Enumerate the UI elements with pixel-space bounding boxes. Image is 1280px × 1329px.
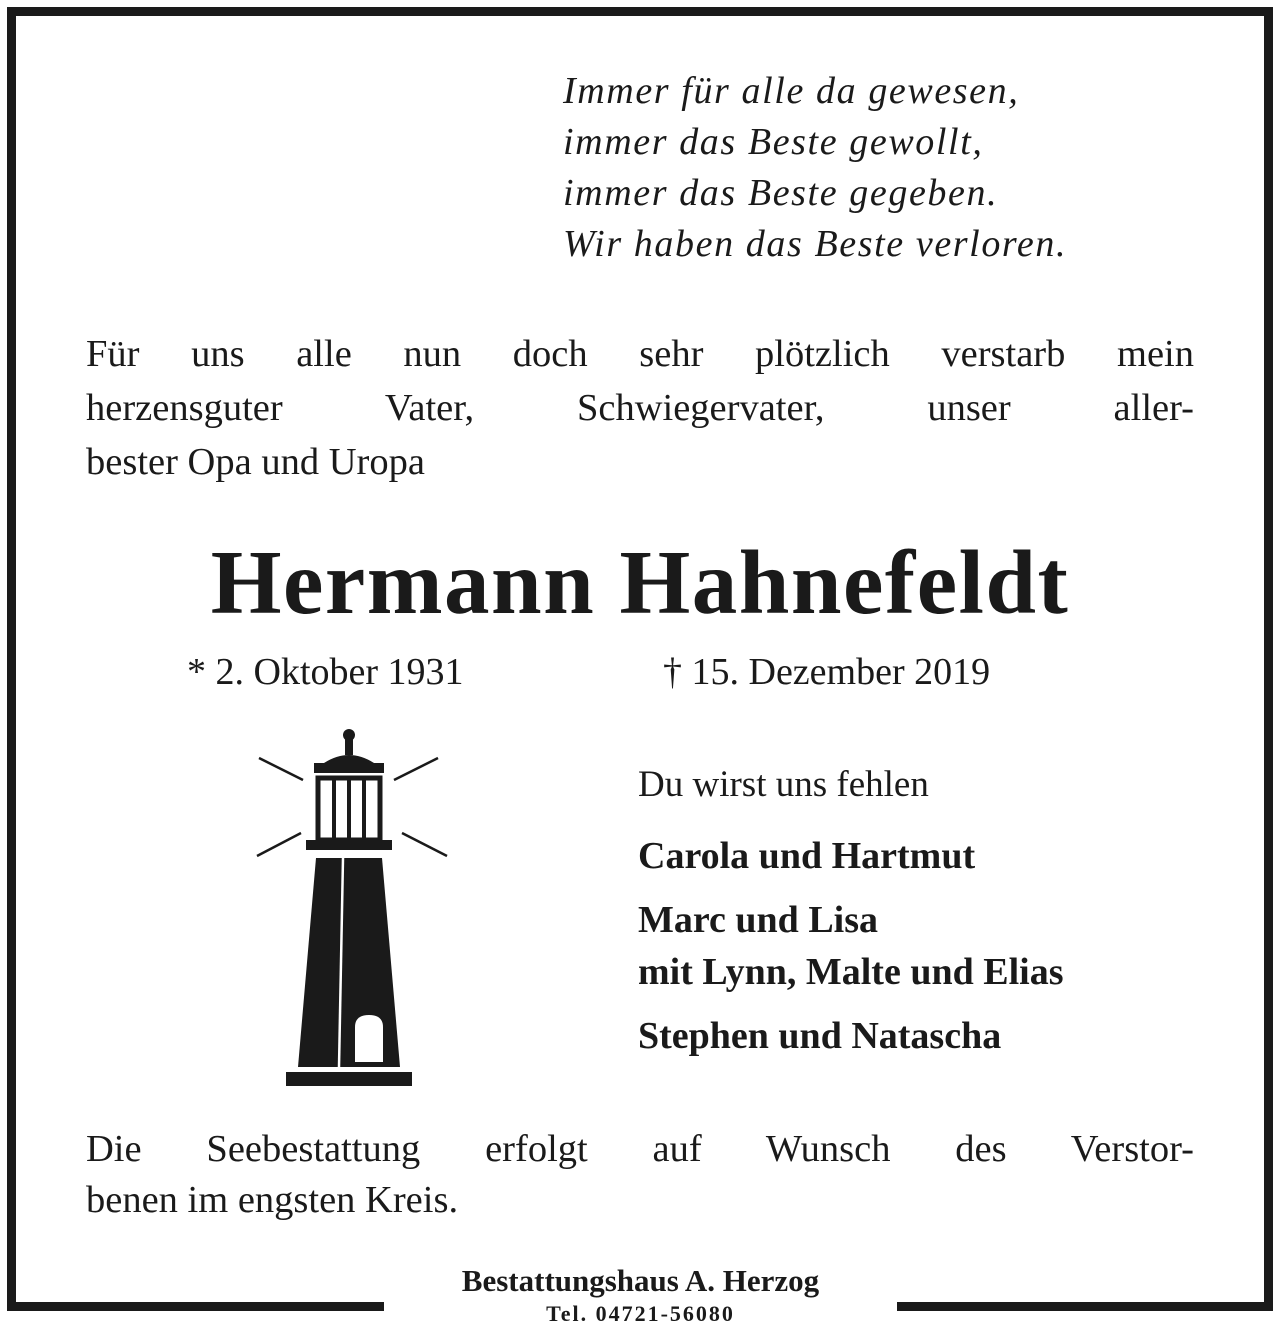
burial-line: Die Seebestattung erfolgt auf Wunsch des Verstor- bbox=[86, 1128, 1194, 1170]
mourner-name: mit Lynn, Malte und Elias bbox=[638, 951, 1064, 993]
poem-line: Immer für alle da gewesen, bbox=[563, 70, 1020, 112]
poem bbox=[563, 66, 1067, 270]
undertaker-name: Bestattungshaus A. Herzog bbox=[461, 1263, 820, 1298]
burial-note bbox=[86, 1124, 1194, 1226]
intro-line: herzensguter Vater, Schwiegervater, unser aller- bbox=[86, 387, 1194, 429]
mourner-name: Marc und Lisa bbox=[638, 899, 879, 941]
bottom-rule-right bbox=[897, 1302, 1273, 1311]
poem-line: Wir haben das Beste verloren. bbox=[563, 223, 1068, 265]
mourner-group bbox=[638, 894, 1063, 998]
birth-date: * 2. Oktober 1931 bbox=[187, 651, 464, 693]
mourner-list bbox=[638, 830, 1063, 1074]
intro-text bbox=[86, 327, 1194, 489]
intro-line: bester Opa und Uropa bbox=[86, 441, 425, 483]
deceased-name: Hermann Hahnefeldt bbox=[210, 532, 1070, 633]
intro-line: Für uns alle nun doch sehr plötzlich verstarb mein bbox=[86, 333, 1194, 375]
poem-line: immer das Beste gegeben. bbox=[563, 172, 999, 214]
mourner-group bbox=[638, 1010, 1063, 1062]
mourner-name: Stephen und Natascha bbox=[638, 1015, 1002, 1057]
mourner-group bbox=[638, 830, 1063, 882]
death-date: † 15. Dezember 2019 bbox=[663, 651, 991, 693]
mourner-name: Carola und Hartmut bbox=[638, 835, 976, 877]
undertaker-phone: Tel. 04721-56080 bbox=[546, 1301, 735, 1326]
mourners-heading: Du wirst uns fehlen bbox=[638, 764, 929, 805]
poem-line: immer das Beste gewollt, bbox=[563, 121, 984, 163]
lighthouse-icon bbox=[250, 725, 450, 1090]
burial-line: benen im engsten Kreis. bbox=[86, 1179, 459, 1221]
bottom-rule-left bbox=[7, 1302, 384, 1311]
